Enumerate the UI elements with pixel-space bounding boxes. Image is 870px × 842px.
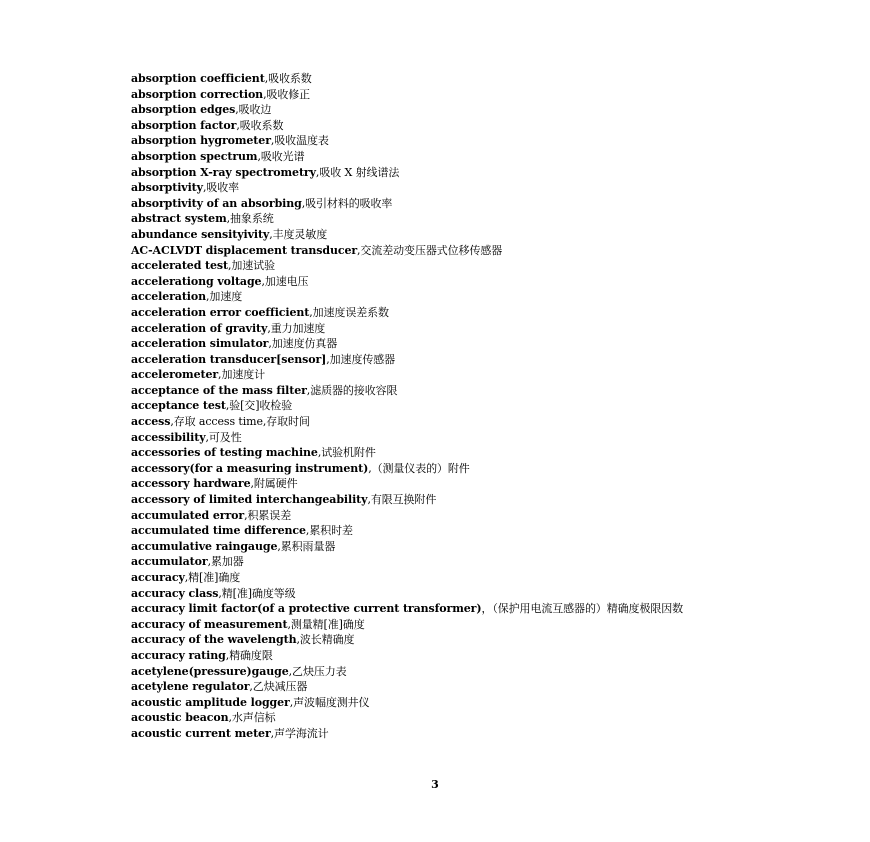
entry-translation: ,吸收光谱 — [257, 149, 305, 163]
entry-term: absorption coefficient — [131, 72, 265, 85]
glossary-entry — [131, 461, 761, 477]
glossary-entry — [131, 648, 761, 664]
entry-term: accumulated error — [131, 508, 245, 522]
entry-term: accuracy — [131, 571, 185, 584]
entry-term: absorption factor — [131, 118, 237, 132]
glossary-entries — [131, 71, 761, 742]
entry-term: acceleration transducer[sensor] — [131, 352, 327, 366]
entry-term: acceleration simulator — [131, 337, 269, 351]
entry-term: acceptance of the mass filter — [131, 383, 307, 397]
entry-translation: ,吸收系数 — [264, 72, 312, 85]
glossary-entry — [131, 523, 761, 539]
page-number: 3 — [431, 778, 439, 791]
glossary-entry — [131, 570, 761, 586]
entry-translation: ,吸收温度表 — [270, 134, 329, 148]
entry-translation: ,水声信标 — [228, 711, 276, 725]
entry-term: accessories of testing machine — [131, 446, 318, 460]
glossary-entry — [131, 336, 761, 352]
entry-translation: ,吸收 X 射线谱法 — [315, 165, 400, 179]
entry-translation: ,吸引材料的吸收率 — [301, 196, 393, 210]
glossary-entry — [131, 211, 761, 227]
entry-term: absorption edges — [131, 103, 236, 117]
glossary-entry — [131, 632, 761, 648]
entry-translation: ,累加器 — [207, 555, 244, 569]
entry-term: absorptivity — [131, 181, 203, 195]
glossary-entry — [131, 71, 761, 87]
glossary-entry — [131, 149, 761, 165]
glossary-entry — [131, 321, 761, 337]
entry-translation: ,验[交]收检验 — [225, 399, 293, 413]
glossary-entry — [131, 445, 761, 461]
glossary-entry — [131, 243, 761, 259]
entry-translation: ,加速度 — [206, 290, 243, 304]
entry-translation: ,滤质器的接收容限 — [306, 383, 398, 397]
entry-translation: ,存取 access time,存取时间 — [170, 415, 310, 429]
entry-term: accumulated time difference — [131, 524, 306, 538]
entry-translation: ,测量精[准]确度 — [287, 617, 365, 631]
entry-translation: ,精[准]确度等级 — [218, 586, 296, 600]
entry-term: acoustic beacon — [131, 711, 229, 725]
glossary-entry — [131, 102, 761, 118]
glossary-entry — [131, 398, 761, 414]
entry-term: accelerationg voltage — [131, 274, 262, 288]
glossary-entry — [131, 180, 761, 196]
glossary-entry — [131, 539, 761, 555]
glossary-entry — [131, 430, 761, 446]
entry-translation: ,加速电压 — [261, 274, 309, 288]
glossary-entry — [131, 165, 761, 181]
entry-translation: ,吸收系数 — [236, 118, 284, 132]
entry-term: accumulative raingauge — [131, 539, 278, 553]
entry-translation: ,加速度传感器 — [326, 352, 396, 366]
entry-translation: ,精确度限 — [225, 648, 273, 662]
entry-translation: ,（测量仪表的）附件 — [368, 461, 470, 475]
entry-term: absorption X-ray spectrometry — [131, 165, 316, 179]
entry-term: accuracy class — [131, 586, 219, 600]
entry-translation: ,加速度计 — [218, 368, 266, 382]
entry-term: acceleration error coefficient — [131, 305, 310, 319]
glossary-entry — [131, 554, 761, 570]
entry-translation: ,吸收边 — [235, 103, 272, 117]
entry-term: acceleration of gravity — [131, 321, 268, 335]
glossary-entry — [131, 601, 761, 617]
entry-translation: ,抽象系统 — [226, 212, 274, 226]
entry-term: accumulator — [131, 555, 208, 569]
entry-term: absorption spectrum — [131, 149, 258, 163]
glossary-entry — [131, 414, 761, 430]
entry-term: absorptivity of an absorbing — [131, 196, 302, 210]
entry-translation: ，（保护用电流互感器的）精确度极限因数 — [481, 602, 684, 616]
glossary-entry — [131, 383, 761, 399]
entry-term: accessibility — [131, 430, 206, 444]
glossary-entry — [131, 118, 761, 134]
glossary-entry — [131, 726, 761, 742]
glossary-entry — [131, 133, 761, 149]
entry-term: acceptance test — [131, 399, 226, 413]
entry-translation: ,积累误差 — [244, 508, 292, 522]
entry-translation: ,加速度误差系数 — [309, 305, 389, 319]
entry-translation: ,可及性 — [205, 430, 242, 444]
glossary-entry — [131, 710, 761, 726]
entry-translation: ,有限互换附件 — [367, 493, 437, 507]
glossary-entry — [131, 476, 761, 492]
glossary-entry — [131, 289, 761, 305]
entry-translation: ,交流差动变压器式位移传感器 — [357, 243, 503, 257]
glossary-entry — [131, 617, 761, 633]
entry-term: accelerated test — [131, 259, 228, 273]
entry-translation: ,丰度灵敏度 — [269, 227, 328, 241]
entry-term: acceleration — [131, 290, 207, 304]
glossary-entry — [131, 87, 761, 103]
glossary-entry — [131, 492, 761, 508]
entry-term: access — [131, 415, 171, 429]
entry-term: abundance sensityivity — [131, 227, 270, 241]
glossary-entry — [131, 305, 761, 321]
entry-term: acetylene regulator — [131, 680, 250, 694]
entry-translation: ,声波幅度测井仪 — [289, 695, 370, 709]
entry-translation: ,声学海流计 — [270, 726, 329, 740]
entry-translation: ,累积时差 — [305, 524, 353, 538]
glossary-entry — [131, 258, 761, 274]
entry-translation: ,重力加速度 — [267, 321, 326, 335]
entry-translation: ,附属硬件 — [250, 477, 298, 491]
entry-term: accessory of limited interchangeability — [131, 493, 368, 507]
entry-translation: ,波长精确度 — [296, 633, 355, 647]
glossary-entry — [131, 664, 761, 680]
glossary-entry — [131, 586, 761, 602]
glossary-entry — [131, 695, 761, 711]
entry-term: accelerometer — [131, 368, 219, 382]
entry-term: absorption hygrometer — [131, 134, 271, 148]
entry-translation: ,累积雨量器 — [277, 539, 336, 553]
entry-translation: ,加速试验 — [227, 259, 275, 273]
entry-translation: ,乙炔压力表 — [288, 664, 347, 678]
entry-translation: ,精[准]确度 — [184, 571, 241, 584]
entry-translation: ,加速度仿真器 — [268, 337, 338, 351]
glossary-entry — [131, 352, 761, 368]
glossary-entry — [131, 367, 761, 383]
entry-term: absorption correction — [131, 87, 264, 101]
entry-term: acoustic amplitude logger — [131, 695, 290, 709]
entry-term: accuracy rating — [131, 648, 226, 662]
entry-translation: ,吸收率 — [202, 181, 240, 195]
entry-term: accuracy of measurement — [131, 617, 288, 631]
glossary-entry — [131, 196, 761, 212]
entry-term: accuracy of the wavelength — [131, 633, 297, 647]
entry-term: abstract system — [131, 212, 227, 226]
glossary-entry — [131, 274, 761, 290]
entry-term: acoustic current meter — [131, 726, 271, 740]
entry-term: accessory(for a measuring instrument) — [131, 461, 369, 475]
entry-term: AC-ACLVDT displacement transducer — [131, 243, 358, 257]
entry-term: acetylene(pressure)gauge — [131, 664, 289, 678]
glossary-entry — [131, 508, 761, 524]
glossary-entry — [131, 679, 761, 695]
entry-term: accessory hardware — [131, 477, 251, 491]
entry-translation: ,试验机附件 — [317, 446, 376, 460]
entry-translation: ,吸收修正 — [263, 87, 311, 101]
glossary-entry — [131, 227, 761, 243]
entry-term: accuracy limit factor(of a protective current transformer) — [131, 602, 482, 616]
entry-translation: ,乙炔减压器 — [249, 680, 308, 694]
